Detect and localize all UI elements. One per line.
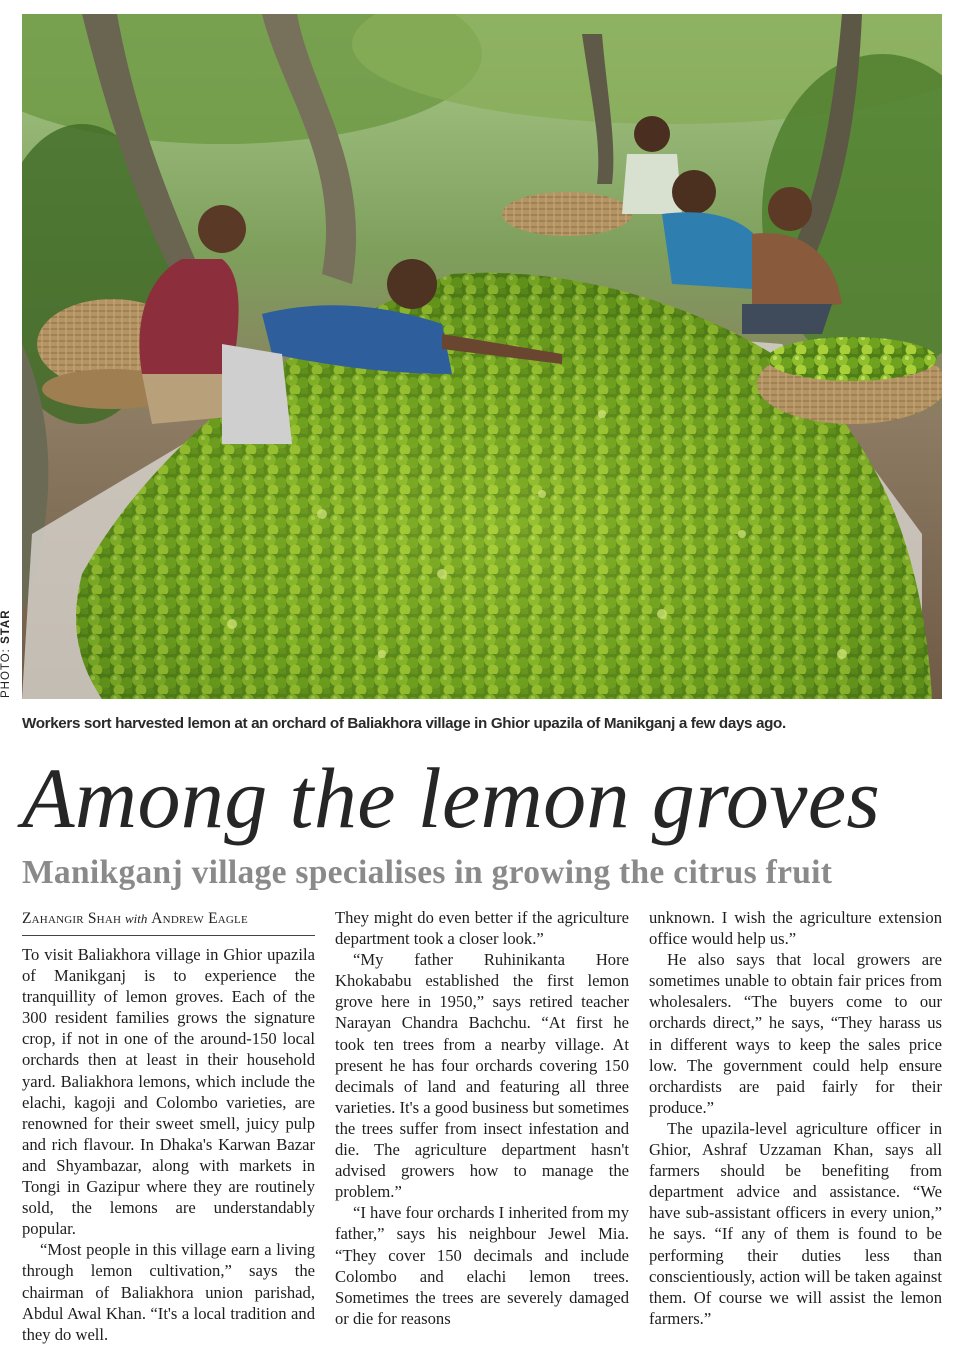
byline-coauthor: Andrew Eagle (151, 910, 248, 927)
paragraph: He also says that local growers are sometimes unable to obtain fair prices from wholesalers. “The buyers come to our orchards direct,” he says, “They harass us in different ways to keep the sales price low. The government could help ensure orchardists are paid fairly for their produce.” (649, 950, 942, 1117)
byline (22, 909, 315, 929)
photo-credit-source: STAR (0, 609, 12, 644)
paragraph: “I have four orchards I inherited from my father,” says his neighbour Jewel Mia. “They cover 150 decimals and include Colombo and elachi lemon trees. Sometimes the trees are severely damaged or die for reasons (335, 1203, 629, 1328)
paragraph: To visit Baliakhora village in Ghior upazila of Manikganj is to experience the tranquillity of lemon groves. Each of the 300 resident families grows the signature crop, if not in one of the around-150 local orchards then at least in their household yard. Baliakhora lemons, which include the elachi, kagoji and Colombo varieties, are renowned for their sweet smell, juicy pulp and rich flavour. In Dhaka's Karwan Bazar and Shyambazar, along with markets in Tongi in Gazipur where they are routinely sold, the lemons are understandably popular. (22, 945, 315, 1239)
photo-credit (0, 609, 12, 698)
byline-conjunction: with (125, 911, 148, 926)
paragraph: unknown. I wish the agriculture extension office would help us.” (649, 908, 942, 949)
article-photo (22, 14, 942, 699)
article-column-2 (335, 907, 629, 1359)
article-column-1 (22, 944, 315, 1359)
photo-credit-prefix: PHOTO: (0, 648, 12, 698)
photo-caption: Workers sort harvested lemon at an orchard of Baliakhora village in Ghior upazila of Manikganj a few days ago. (22, 715, 786, 732)
paragraph: “My father Ruhinikanta Hore Khokababu established the first lemon grove here in 1950,” says retired teacher Narayan Chandra Bachchu. “At first he took ten trees from a nearby village. At present he has four orchards covering 150 decimals of land and featuring all three varieties. It's a good business but sometimes the trees suffer from insect infestation and die. The agriculture department hasn't advised growers how to manage the problem.” (335, 950, 629, 1202)
paragraph: The upazila-level agriculture officer in Ghior, Ashraf Uzzaman Khan, says all farmers should be benefiting from department advice and assistance. “We have sub-assistant officers in every union,” he says. “If any of them is found to be performing their duties less than conscientiously, action will be taken against them. Of course we will assist the lemon farmers.” (649, 1118, 942, 1328)
subheadline: Manikganj village specialises in growing the citrus fruit (22, 854, 833, 891)
byline-author: Zahangir Shah (22, 910, 122, 927)
article-column-3 (649, 907, 942, 1359)
headline: Among the lemon groves (22, 750, 881, 846)
lemon-orchard-photo (22, 14, 942, 699)
paragraph: They might do even better if the agriculture department took a closer look.” (335, 908, 629, 949)
byline-rule (22, 935, 315, 936)
paragraph: “Most people in this village earn a living through lemon cultivation,” says the chairman of Baliakhora union parishad, Abdul Awal Khan. “It's a local tradition and they do well. (22, 1240, 315, 1344)
